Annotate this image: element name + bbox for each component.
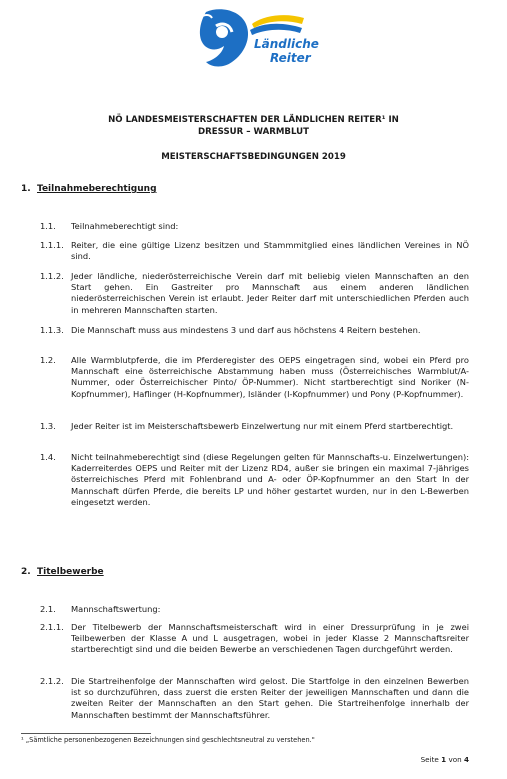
paragraph-number: 1.1.2. [40, 271, 64, 281]
paragraph-number: 1.3. [40, 421, 56, 431]
logo [192, 4, 322, 72]
paragraph-text: Mannschaftswertung: [71, 604, 161, 614]
paragraph-text: Die Mannschaft muss aus mindestens 3 und darf aus höchstens 4 Reitern bestehen. [71, 325, 421, 335]
logo-text-line1: Ländliche [254, 37, 319, 51]
page-current: 1 [441, 755, 447, 764]
paragraph-text: Teilnahmeberechtigt sind: [71, 221, 179, 231]
document-subtitle: MEISTERSCHAFTSBEDINGUNGEN 2019 [161, 152, 346, 162]
paragraph-number: 1.1. [40, 221, 56, 231]
paragraph-text: Jeder Reiter ist im Meisterschaftsbewerb Einzelwertung nur mit einem Pferd startberechtigt. [71, 421, 454, 431]
section-heading-2 [21, 566, 104, 578]
footnote-divider [21, 733, 151, 734]
page-label: Seite [420, 755, 439, 764]
paragraph-text: Alle Warmblutpferde, die im Pferderegister des OEPS eingetragen sind, wobei ein Pferd pro Mannschaft eine österreichische Abstammung haben muss (Österreichisches Warmblut/A-Nummer, oder Österreichischer Pinto/ ÖP-Nummer). Nicht startberechtigt sind Noriker (N-Kopfnummer), Haflinger (H-Kopfnummer), Isländer (I-Kopfnummer) und Pony (P-Kopfnummer). [71, 355, 469, 399]
paragraph-text: Reiter, die eine gültige Lizenz besitzen und Stammmitglied eines ländlichen Vereines in NÖ sind. [71, 240, 469, 262]
paragraph-text: Der Titelbewerb der Mannschaftsmeisterschaft wird in einer Dressurprüfung in je zwei Teilbewerben der Klasse A und L ausgetragen, wobei in jeder Klasse 2 Mannschaftsreiter startberechtigt sind und die beiden Bewerbe an verschiedenen Tagen durchgeführt werden. [71, 622, 469, 655]
page-separator: von [448, 755, 462, 764]
title-line-1: NÖ LANDESMEISTERSCHAFTEN DER LÄNDLICHEN REITER¹ IN [108, 115, 399, 125]
paragraph-number: 2.1. [40, 604, 56, 614]
page-total: 4 [463, 755, 469, 764]
paragraph-number: 2.1.2. [40, 676, 64, 686]
page-number [421, 755, 469, 764]
footnote: ¹ „Sämtliche personenbezogenen Bezeichnungen sind geschlechtsneutral zu verstehen." [21, 736, 315, 744]
paragraph-number: 1.4. [40, 452, 56, 462]
horse-head-logo-icon [192, 4, 322, 72]
section-title: Teilnahmeberechtigung [37, 184, 157, 194]
section-heading-1 [21, 183, 157, 195]
section-title: Titelbewerbe [37, 567, 104, 577]
paragraph-number: 1.1.1. [40, 240, 64, 250]
paragraph-text: Die Startreihenfolge der Mannschaften wird gelost. Die Startfolge in den einzelnen Bewerben ist so durchzuführen, dass zuerst die ersten Reiter der jeweiligen Mannschaften und dann die zweiten Reiter der Mannschaften an den Start gehen. Die Startreihenfolge innerhalb der Mannschaften bestimmt der Mannschaftsführer. [71, 676, 469, 720]
paragraph-text: Jeder ländliche, niederösterreichische Verein darf mit beliebig vielen Mannschaften an den Start gehen. Ein Gastreiter pro Mannschaft aus einem anderen ländlichen niederösterreichischen Verein ist erlaubt. Jeder Reiter darf mit unterschiedlichen Pferden auch in mehreren Mannschaften starten. [71, 271, 469, 315]
section-number: 1. [21, 184, 31, 194]
document-title [40, 114, 467, 138]
paragraph-number: 2.1.1. [40, 622, 64, 632]
title-line-2: DRESSUR – WARMBLUT [198, 127, 309, 137]
paragraph-number: 1.1.3. [40, 325, 64, 335]
section-number: 2. [21, 567, 31, 577]
paragraph-text: Nicht teilnahmeberechtigt sind (diese Regelungen gelten für Mannschafts-u. Einzelwertungen): Kaderreiterdes OEPS und Reiter mit der Lizenz RD4, außer sie bringen ein maximal 7-jähriges österreichisches Pferd mit Fohlenbrand und A- oder ÖP-Kopfnummer an den Start In der Mannschaft dürfen Pferde, die bereits LP und höher gestartet wurden, nur in den L-Bewerben eingesetzt werden. [71, 452, 469, 507]
logo-text-line2: Reiter [270, 51, 311, 65]
paragraph-number: 1.2. [40, 355, 56, 365]
